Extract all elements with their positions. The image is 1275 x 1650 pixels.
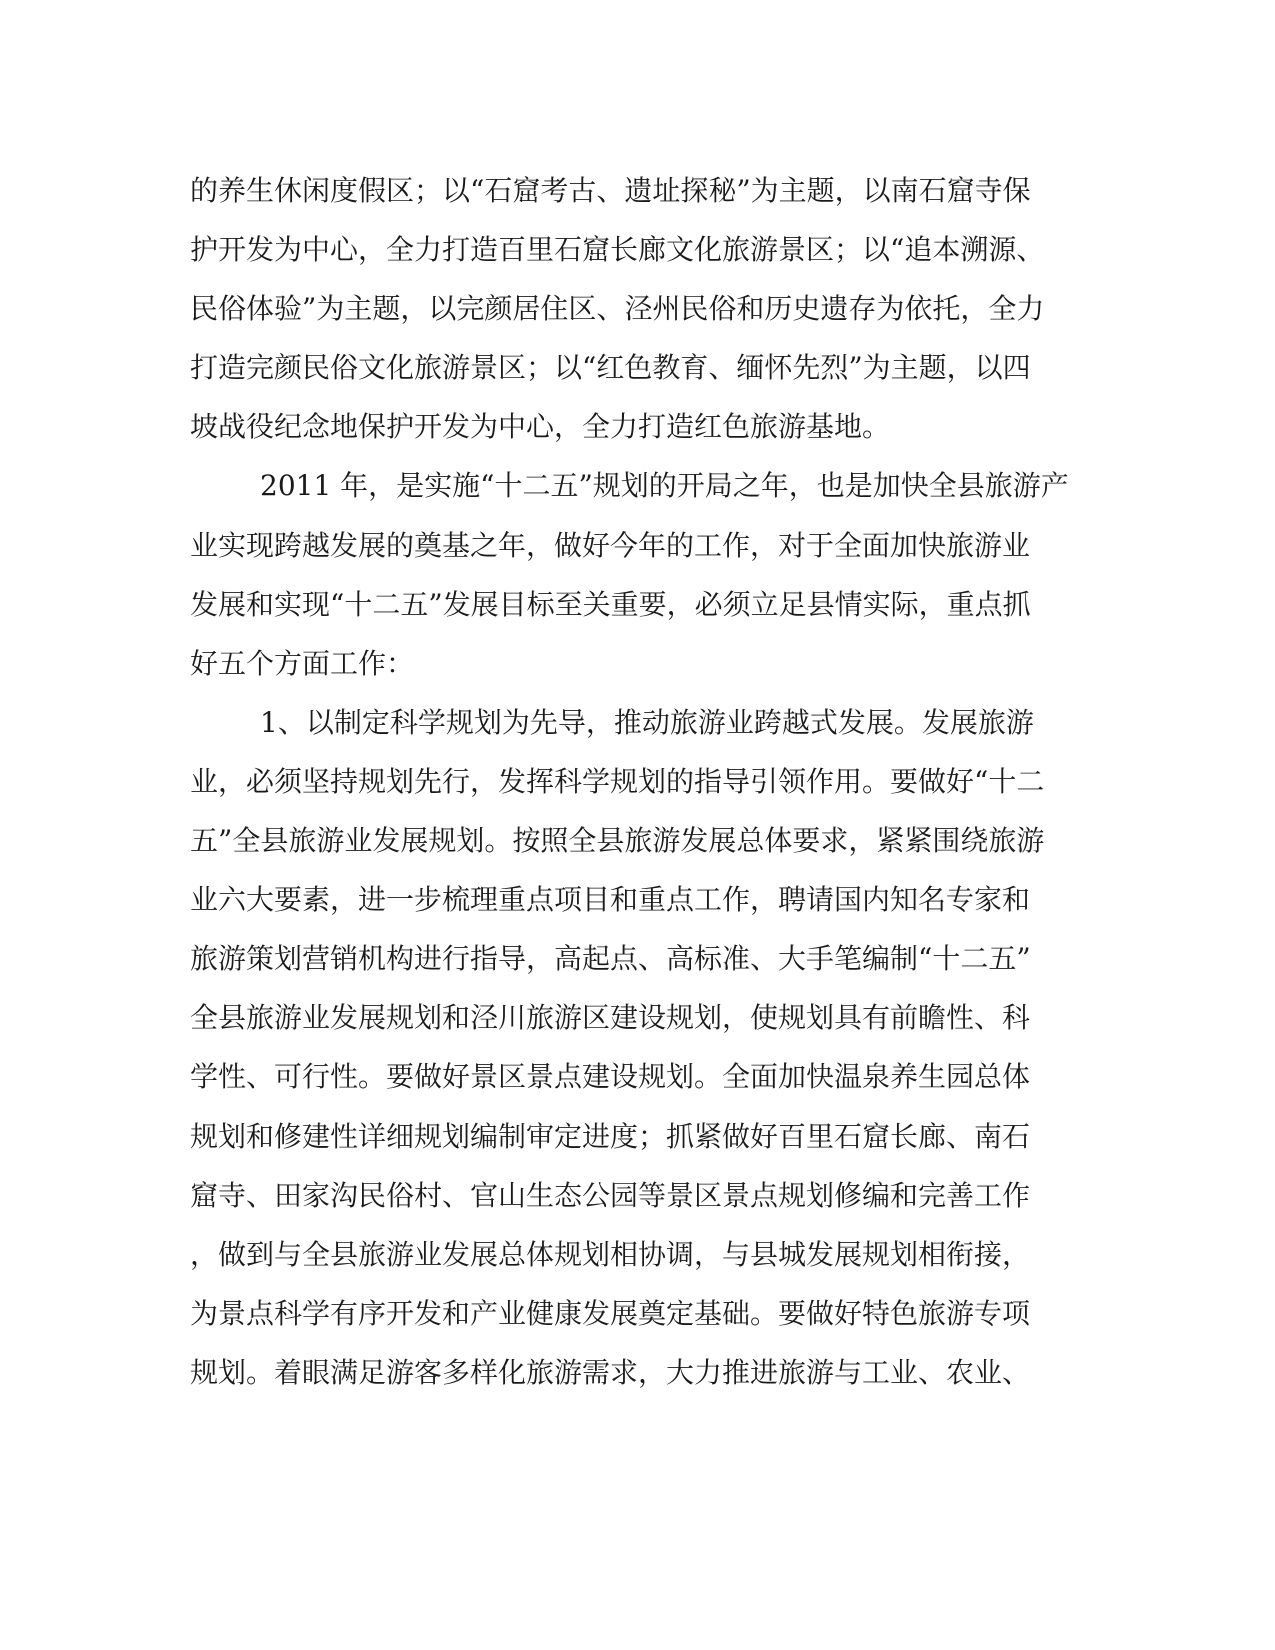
text-line: 打造完颜民俗文化旅游景区；以“红色教育、缅怀先烈”为主题，以四 — [190, 351, 1031, 385]
text-line: 好五个方面工作： — [190, 646, 415, 680]
text-line: 五”全县旅游业发展规划。按照全县旅游发展总体要求，紧紧围绕旅游 — [190, 824, 1045, 858]
text-line: 学性、可行性。要做好景区景点建设规划。全面加快温泉养生园总体 — [190, 1060, 1031, 1094]
text-line: 为景点科学有序开发和产业健康发展奠定基础。要做好特色旅游专项 — [190, 1296, 1031, 1330]
text-line: 的养生休闲度假区；以“石窟考古、遗址探秘”为主题，以南石窟寺保 — [190, 174, 1031, 207]
text-line: 旅游策划营销机构进行指导，高起点、高标准、大手笔编制“十二五” — [190, 942, 1031, 976]
paragraph-first-line: 1、以制定科学规划为先导，推动旅游业跨越式发展。发展旅游 — [260, 705, 1034, 739]
body-text — [190, 161, 1070, 1402]
text-line: 业，必须坚持规划先行，发挥科学规划的指导引领作用。要做好“十二 — [190, 764, 1045, 798]
text-line: 民俗体验”为主题，以完颜居住区、泾州民俗和历史遗存为依托，全力 — [190, 292, 1045, 326]
text-line: 护开发为中心，全力打造百里石窟长廊文化旅游景区；以“追本溯源、 — [190, 233, 1045, 267]
text-line: 窟寺、田家沟民俗村、官山生态公园等景区景点规划修编和完善工作 — [190, 1178, 1031, 1212]
text-line: 全县旅游业发展规划和泾川旅游区建设规划，使规划具有前瞻性、科 — [190, 1001, 1031, 1035]
text-line: 业实现跨越发展的奠基之年，做好今年的工作，对于全面加快旅游业 — [190, 528, 1031, 562]
paragraph-first-line: 2011 年，是实施“十二五”规划的开局之年，也是加快全县旅游产 — [260, 469, 1069, 503]
text-line: 坡战役纪念地保护开发为中心，全力打造红色旅游基地。 — [190, 410, 891, 444]
text-line: 发展和实现“十二五”发展目标至关重要，必须立足县情实际，重点抓 — [190, 587, 1031, 621]
text-line: 规划和修建性详细规划编制审定进度；抓紧做好百里石窟长廊、南石 — [190, 1119, 1031, 1153]
text-line: ，做到与全县旅游业发展总体规划相协调，与县城发展规划相衔接， — [190, 1237, 1031, 1271]
text-line: 业六大要素，进一步梳理重点项目和重点工作，聘请国内知名专家和 — [190, 883, 1031, 917]
text-line: 规划。着眼满足游客多样化旅游需求，大力推进旅游与工业、农业、 — [190, 1355, 1031, 1389]
